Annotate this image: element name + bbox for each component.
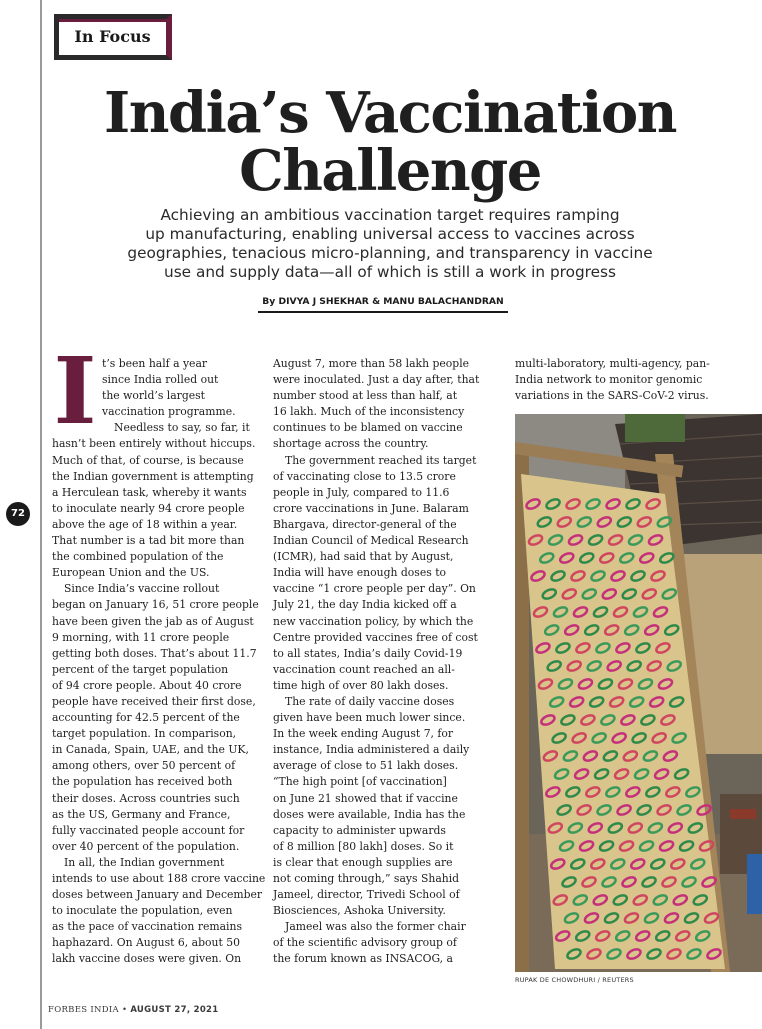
article-line: multi-laboratory, multi-agency, pan- bbox=[515, 357, 710, 370]
article-line: their doses. Across countries such bbox=[52, 791, 240, 805]
footer-separator: • bbox=[121, 1005, 128, 1015]
page-title-line-2: Challenge bbox=[239, 138, 541, 204]
article-line: doses between January and December bbox=[52, 888, 263, 902]
article-line: Since India’s vaccine rollout bbox=[64, 582, 220, 596]
article-line: India network to monitor genomic bbox=[515, 373, 703, 387]
article-line: over 40 percent of the population. bbox=[52, 839, 240, 853]
article-line: time high of over 80 lakh doses. bbox=[273, 678, 449, 692]
article-line: new vaccination policy, by which the bbox=[273, 614, 474, 628]
article-line: intends to use about 188 crore vaccine bbox=[52, 872, 266, 885]
article-column-2 bbox=[273, 356, 493, 968]
article-line: vaccine “1 crore people per day”. On bbox=[273, 582, 476, 596]
article-line: people in July, compared to 11.6 bbox=[273, 485, 450, 499]
article-line: in Canada, Spain, UAE, and the UK, bbox=[52, 743, 249, 757]
article-line: (ICMR), had said that by August, bbox=[273, 550, 454, 564]
article-line: shortage across the country. bbox=[273, 437, 429, 451]
article-line: In the week ending August 7, for bbox=[273, 727, 454, 741]
article-line: capacity to administer upwards bbox=[273, 823, 446, 837]
article-line: as the US, Germany and France, bbox=[52, 807, 231, 821]
article-line: instance, India administered a daily bbox=[273, 743, 470, 757]
footer-publication: FORBES INDIA bbox=[48, 1005, 119, 1015]
article-line: since India rolled out bbox=[102, 373, 219, 387]
article-line: Biosciences, Ashoka University. bbox=[273, 904, 446, 918]
article-line: the forum known as INSACOG, a bbox=[273, 952, 453, 966]
article-line: European Union and the US. bbox=[52, 566, 210, 580]
photo-credit: RUPAK DE CHOWDHURI / REUTERS bbox=[515, 976, 634, 984]
drop-cap: I bbox=[53, 337, 97, 445]
footer-date: AUGUST 27, 2021 bbox=[130, 1005, 219, 1015]
article-line: Much of that, of course, is because bbox=[52, 453, 244, 467]
article-line: The rate of daily vaccine doses bbox=[285, 694, 455, 708]
article-line: accounting for 42.5 percent of the bbox=[52, 711, 240, 725]
page-title bbox=[60, 80, 720, 204]
article-line: of 8 million [80 lakh] doses. So it bbox=[273, 839, 454, 853]
page-title-line-1: India’s Vaccination bbox=[104, 80, 676, 146]
article-line: a Herculean task, whereby it wants bbox=[52, 485, 247, 499]
article-line: of vaccinating close to 13.5 crore bbox=[273, 469, 456, 483]
page-margin-rule bbox=[40, 0, 42, 1029]
article-line: the Indian government is attempting bbox=[52, 469, 254, 483]
article-line: began on January 16, 51 crore people bbox=[52, 598, 259, 612]
article-line: the population has received both bbox=[52, 775, 233, 789]
byline: By DIVYA J SHEKHAR & MANU BALACHANDRAN bbox=[258, 296, 508, 313]
article-line: India will have enough doses to bbox=[273, 566, 447, 580]
article-line: on June 21 showed that if vaccine bbox=[273, 791, 458, 805]
article-line: crore vaccinations in June. Balaram bbox=[273, 501, 469, 515]
article-line: In all, the Indian government bbox=[64, 855, 225, 869]
article-line: vaccination programme. bbox=[102, 405, 236, 419]
article-line: hasn’t been entirely without hiccups. bbox=[52, 437, 256, 451]
article-line: to inoculate the population, even bbox=[52, 904, 233, 918]
article-line: t’s been half a year bbox=[102, 357, 208, 370]
article-line: 16 lakh. Much of the inconsistency bbox=[273, 405, 465, 419]
article-column-1 bbox=[52, 356, 267, 968]
article-line: lakh vaccine doses were given. On bbox=[52, 952, 242, 966]
article-line: as the pace of vaccination remains bbox=[52, 920, 242, 934]
article-line: fully vaccinated people account for bbox=[52, 823, 245, 837]
article-line: the combined population of the bbox=[52, 550, 224, 564]
photo-illustration bbox=[515, 414, 762, 972]
article-line: percent of the target population bbox=[52, 662, 229, 676]
standfirst-line: Achieving an ambitious vaccination target requires ramping bbox=[160, 206, 620, 224]
article-line: August 7, more than 58 lakh people bbox=[273, 357, 470, 370]
article-line: to all states, India’s daily Covid-19 bbox=[273, 646, 463, 660]
article-line: haphazard. On August 6, about 50 bbox=[52, 936, 240, 950]
article-line: Indian Council of Medical Research bbox=[273, 534, 469, 548]
article-line: July 21, the day India kicked off a bbox=[273, 598, 457, 612]
article-line: of 94 crore people. About 40 crore bbox=[52, 678, 242, 692]
article-line: given have been much lower since. bbox=[273, 711, 466, 725]
article-line: That number is a tad bit more than bbox=[52, 534, 245, 548]
article-line: the world’s largest bbox=[102, 389, 206, 403]
article-line: of the scientific advisory group of bbox=[273, 936, 457, 950]
article-line: Centre provided vaccines free of cost bbox=[273, 630, 478, 644]
article-line: were inoculated. Just a day after, that bbox=[273, 373, 480, 387]
article-line: The government reached its target bbox=[285, 453, 477, 467]
standfirst-line: geographies, tenacious micro-planning, and transparency in vaccine bbox=[127, 244, 653, 262]
standfirst-line: use and supply data—all of which is still a work in progress bbox=[164, 263, 616, 281]
article-line: 9 morning, with 11 crore people bbox=[52, 630, 230, 644]
section-tag-label: In Focus bbox=[74, 27, 151, 46]
section-tag bbox=[54, 14, 172, 60]
article-line: “The high point [of vaccination] bbox=[273, 775, 447, 789]
article-line: Jameel, director, Trivedi School of bbox=[273, 888, 460, 902]
article-column-3 bbox=[515, 356, 755, 404]
standfirst bbox=[100, 206, 680, 282]
article-line: not coming through,” says Shahid bbox=[273, 872, 460, 885]
article-line: average of close to 51 lakh doses. bbox=[273, 759, 459, 773]
article-line: to inoculate nearly 94 crore people bbox=[52, 501, 245, 515]
article-photo bbox=[515, 414, 762, 972]
standfirst-line: up manufacturing, enabling universal access to vaccines across bbox=[145, 225, 635, 243]
article-line: above the age of 18 within a year. bbox=[52, 517, 238, 531]
article-line: doses were available, India has the bbox=[273, 807, 466, 821]
article-line: target population. In comparison, bbox=[52, 727, 237, 741]
article-line: is clear that enough supplies are bbox=[273, 855, 453, 869]
page-number-badge: 72 bbox=[6, 502, 30, 526]
article-line: getting both doses. That’s about 11.7 bbox=[52, 646, 257, 660]
article-line: Needless to say, so far, it bbox=[114, 421, 250, 435]
article-line: variations in the SARS-CoV-2 virus. bbox=[515, 389, 709, 403]
article-line: have been given the jab as of August bbox=[52, 614, 254, 628]
article-line: Bhargava, director-general of the bbox=[273, 517, 457, 531]
article-line: number stood at less than half, at bbox=[273, 389, 458, 403]
article-line: continues to be blamed on vaccine bbox=[273, 421, 463, 435]
article-line: among others, over 50 percent of bbox=[52, 759, 236, 773]
article-line: people have received their first dose, bbox=[52, 694, 256, 708]
article-line: vaccination count reached an all- bbox=[273, 662, 455, 676]
page-footer bbox=[48, 1005, 218, 1015]
article-line: Jameel was also the former chair bbox=[285, 920, 466, 934]
